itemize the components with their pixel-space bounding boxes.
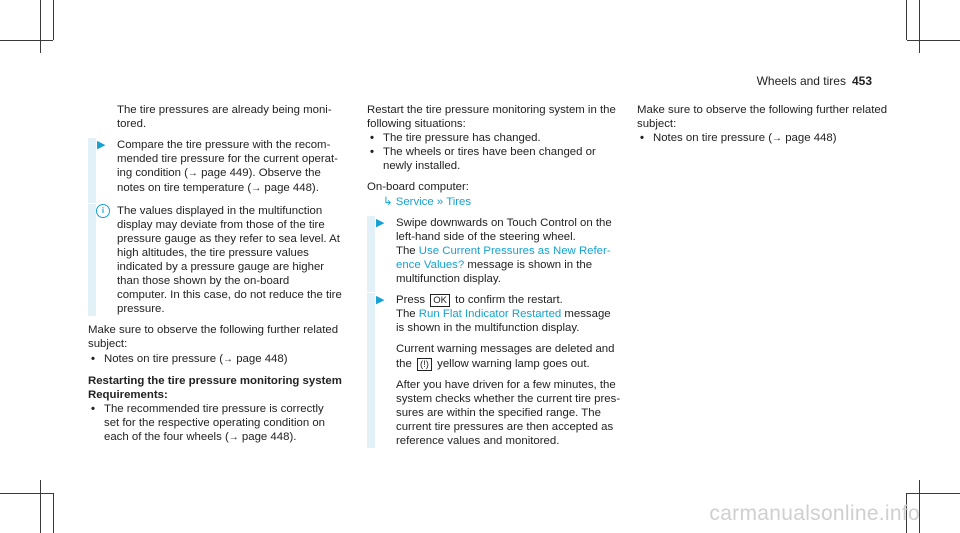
menu-path xyxy=(367,195,621,209)
page-ref-arrow-icon: → xyxy=(187,168,198,180)
list-item: • Notes on tire pressure (→ page 448) xyxy=(640,132,837,145)
column-1 xyxy=(88,103,342,445)
note-text: The values displayed in the multifunction display may deviate from those of the tire pressure gauge as they refer to sea level. At high altitudes, the tire pressure values indicated by a pressure gauge are higher than those shown by the on-board computer. In this case, do not reduce the tire pressure. xyxy=(117,204,342,316)
page-ref-arrow-icon: → xyxy=(228,431,239,443)
crop-mark xyxy=(40,480,41,533)
step-arrow-icon: ▶ xyxy=(97,139,106,152)
bullet-icon: • xyxy=(370,132,374,145)
warning-lamp-icon: (!) xyxy=(417,358,432,371)
step-text: Swipe downwards on Touch Control on the left-hand side of the steering wheel. xyxy=(396,216,612,243)
step-result: The Run Flat Indicator Restarted message is shown in the multifunction display. xyxy=(396,308,611,335)
chevron-right-icon: » xyxy=(436,195,444,208)
bullet-icon: • xyxy=(91,402,95,415)
crop-mark xyxy=(907,493,960,494)
list-item: • The recommended tire pressure is correctly set for the respective operating condition on each of the four wheels (→ page 448). xyxy=(91,402,325,443)
instruction-step xyxy=(367,293,621,448)
instruction-step xyxy=(367,216,621,286)
onboard-label: On-board computer: xyxy=(367,181,469,194)
page-link[interactable]: page 448 xyxy=(264,182,312,195)
page-number: 453 xyxy=(851,74,872,88)
info-icon: i xyxy=(96,204,110,218)
crop-mark xyxy=(53,493,54,533)
page-link[interactable]: page 448 xyxy=(785,132,833,145)
step-arrow-icon: ▶ xyxy=(376,216,385,229)
step-arrow-icon: ▶ xyxy=(376,294,385,307)
bullet-icon: • xyxy=(370,146,374,159)
page-ref-arrow-icon: → xyxy=(223,353,234,365)
menu-item-tires[interactable]: Tires xyxy=(446,195,472,208)
page-ref-arrow-icon: → xyxy=(772,133,783,145)
display-message: Run Flat Indicator Restarted xyxy=(418,308,562,321)
page-ref-arrow-icon: → xyxy=(251,183,262,195)
instruction-step xyxy=(88,138,342,196)
menu-item-service[interactable]: Service xyxy=(395,195,434,208)
crop-mark xyxy=(53,0,54,40)
observe-text: Make sure to observe the following further related subject: xyxy=(637,104,888,131)
step-text: Compare the tire pressure with the recommended tire pressure for the current operating condition (→ page 449). Observe the notes on tire temperature (→ page 448). xyxy=(117,139,338,195)
page-link[interactable]: page 448 xyxy=(236,352,284,365)
step-result: After you have driven for a few minutes, the system checks whether the current tire pressures are within the specified range. The current tire pressures are then accepted as reference values and monitored. xyxy=(396,378,621,447)
crop-mark xyxy=(907,40,960,41)
page-header xyxy=(757,74,872,88)
column-2 xyxy=(367,103,621,448)
bullet-icon: • xyxy=(91,352,95,365)
display-message: Use Current Pressures as New Reference Values? xyxy=(396,244,611,271)
section-title: Wheels and tires xyxy=(756,74,846,88)
instruction-bar xyxy=(88,138,96,202)
requirements-label: Requirements: xyxy=(88,388,168,401)
list-item: • The tire pressure has changed. xyxy=(370,132,541,145)
crop-mark xyxy=(0,40,53,41)
step-result: Current warning messages are deleted and the (!) yellow warning lamp goes out. xyxy=(396,343,615,370)
crop-mark xyxy=(919,0,920,53)
page-link[interactable]: page 449 xyxy=(201,167,249,180)
instruction-bar xyxy=(367,216,375,292)
intro-text: Restart the tire pressure monitoring system in the following situations: xyxy=(367,104,616,131)
column-3 xyxy=(637,103,891,146)
ok-key-icon: OK xyxy=(430,294,450,307)
observe-text: Make sure to observe the following further related subject: xyxy=(88,324,339,351)
note-bar xyxy=(88,204,96,317)
menu-arrow-icon: ↳ xyxy=(383,195,393,208)
step-text: Press OK to confirm the restart. xyxy=(396,294,563,307)
intro-text: The tire pressures are already being monitored. xyxy=(117,104,332,131)
instruction-bar xyxy=(367,293,375,448)
bullet-icon: • xyxy=(640,132,644,145)
crop-mark xyxy=(906,0,907,40)
section-heading: Restarting the tire pressure monitoring system xyxy=(88,374,342,387)
list-item: • The wheels or tires have been changed or newly installed. xyxy=(370,146,596,173)
crop-mark xyxy=(0,493,53,494)
note-block xyxy=(88,204,342,317)
watermark: carmanualsonline.info xyxy=(709,502,920,525)
list-item: • Notes on tire pressure (→ page 448) xyxy=(91,352,288,365)
page-link[interactable]: page 448 xyxy=(241,430,290,443)
step-result: The Use Current Pressures as New Reference Values? message is shown in the multifunction display. xyxy=(396,244,611,286)
crop-mark xyxy=(40,0,41,53)
